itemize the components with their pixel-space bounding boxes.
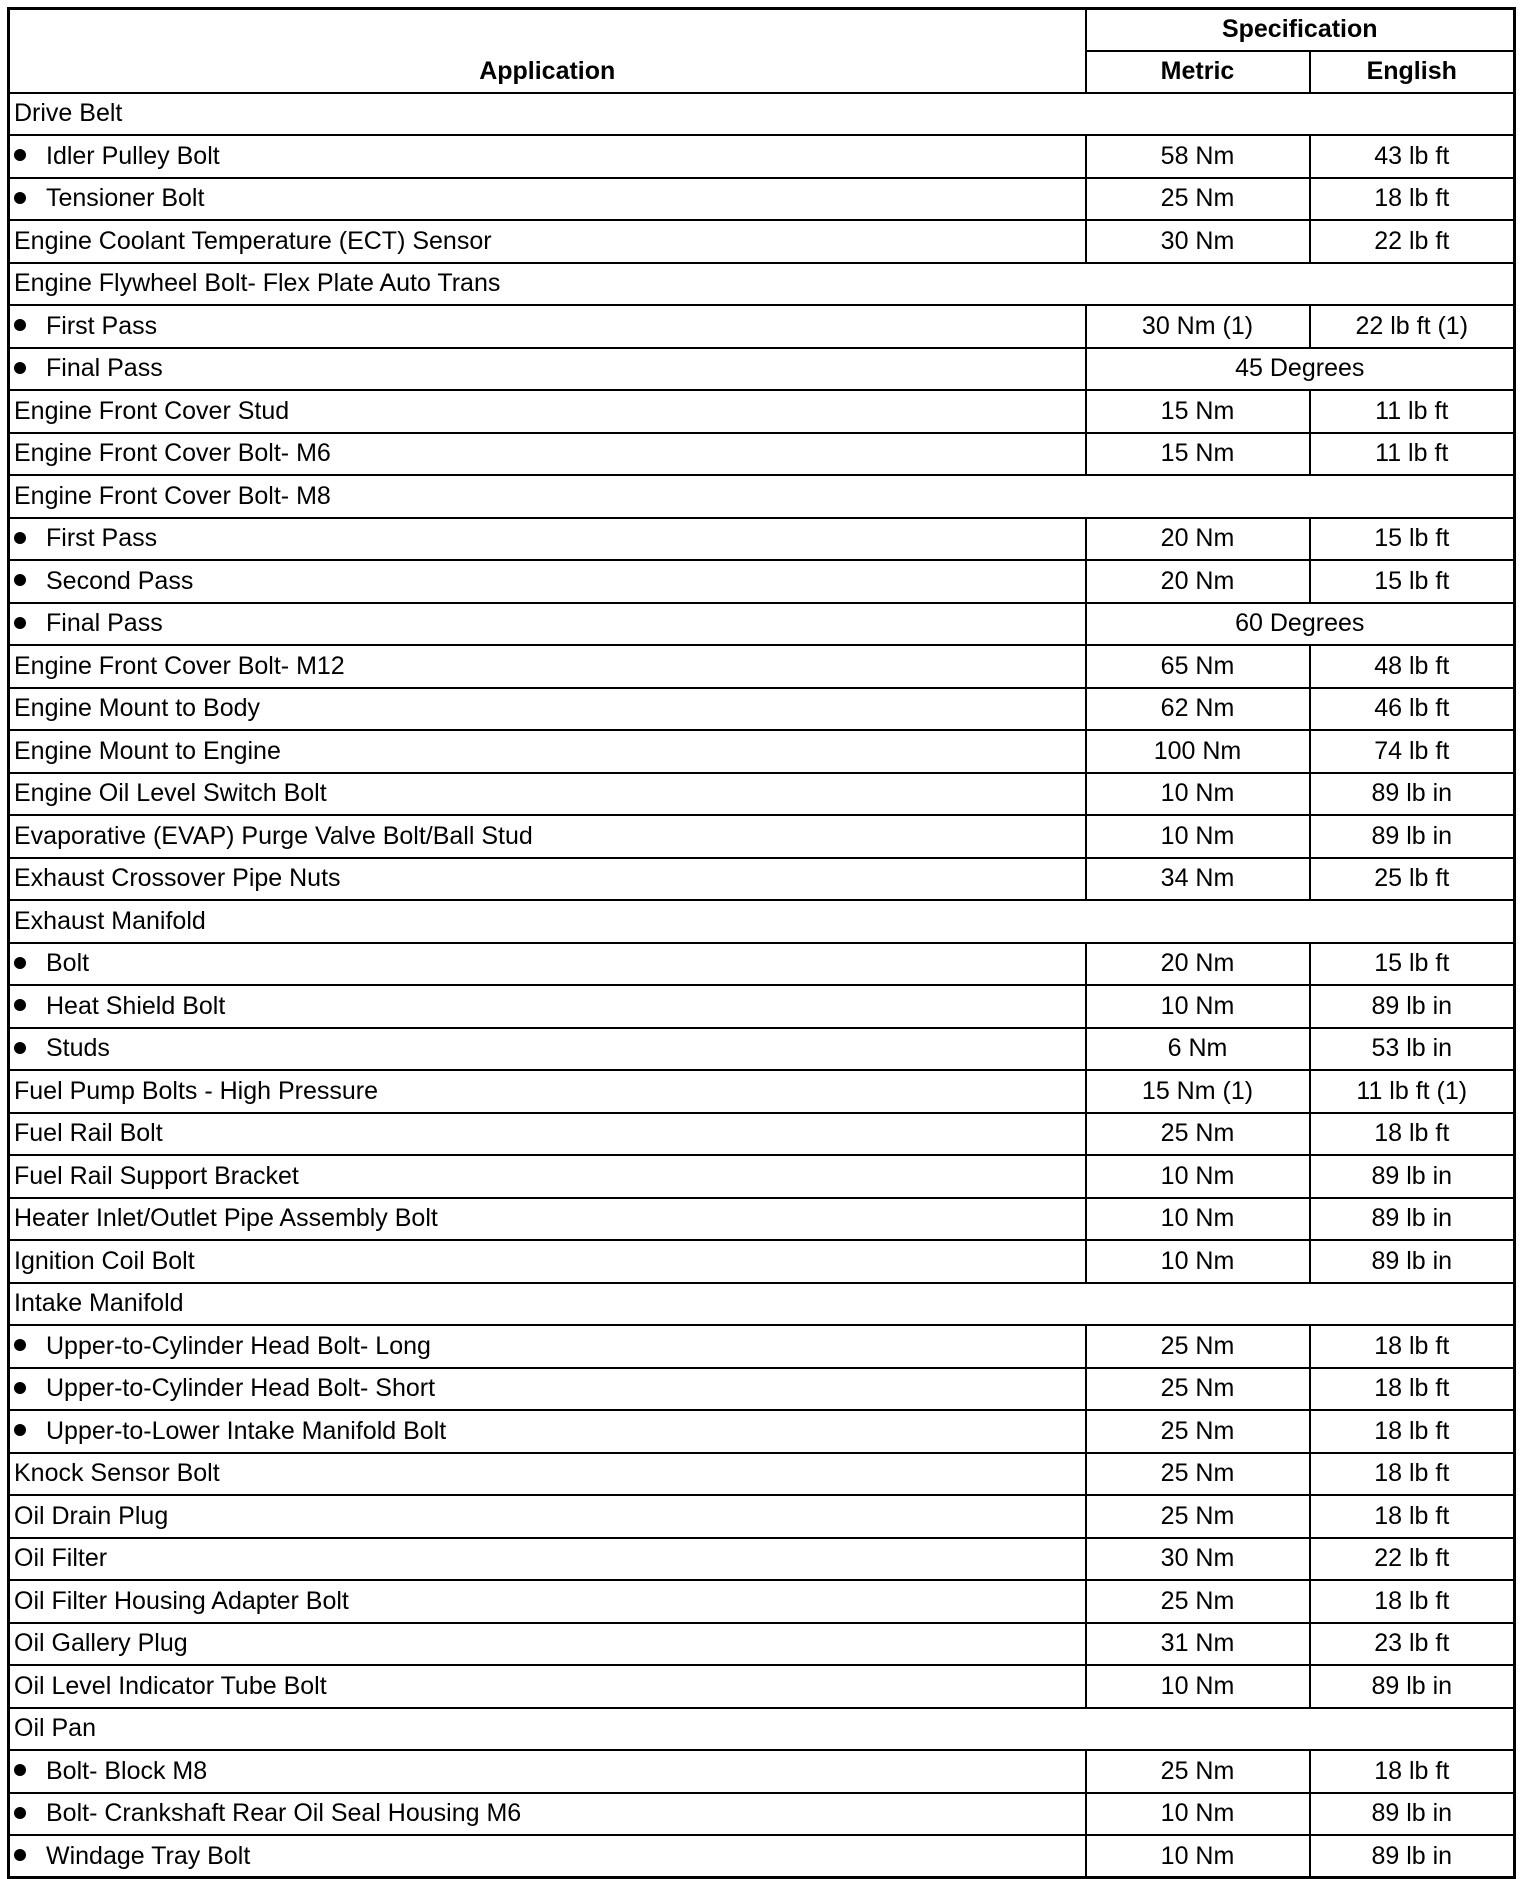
application-label: Exhaust Manifold [14,906,206,935]
table-row [9,560,1515,603]
english-value-cell: 18 lb ft [1310,1750,1515,1793]
application-cell [9,305,1086,348]
application-label: Second Pass [46,566,194,595]
metric-value-cell: 25 Nm [1086,1325,1310,1368]
specification-header: Specification [1086,9,1515,51]
english-value-cell: 18 lb ft [1310,1495,1515,1538]
table-row [9,390,1515,433]
table-row [9,93,1515,136]
metric-value-cell: 10 Nm [1086,1198,1310,1241]
table-row [9,1240,1515,1283]
application-cell [9,1793,1086,1836]
english-value-cell: 18 lb ft [1310,178,1515,221]
bullet-icon [14,999,26,1011]
application-label: Bolt- Crankshaft Rear Oil Seal Housing M6 [46,1799,522,1828]
table-row [9,645,1515,688]
table-row [9,178,1515,221]
english-value-cell: 43 lb ft [1310,135,1515,178]
application-cell [9,1623,1086,1666]
application-cell [9,1708,1515,1751]
table-row [9,1325,1515,1368]
english-value-cell: 18 lb ft [1310,1410,1515,1453]
application-cell [9,943,1086,986]
metric-value-cell: 30 Nm [1086,1538,1310,1581]
table-row [9,305,1515,348]
application-cell [9,1325,1086,1368]
bullet-icon [14,1424,26,1436]
table-row [9,858,1515,901]
english-value-cell: 89 lb in [1310,1240,1515,1283]
application-label: Oil Level Indicator Tube Bolt [14,1671,327,1700]
table-row [9,773,1515,816]
english-value-cell: 15 lb ft [1310,560,1515,603]
metric-value-cell: 58 Nm [1086,135,1310,178]
application-cell [9,560,1086,603]
application-label: Studs [46,1034,110,1063]
table-row [9,1835,1515,1878]
bullet-icon [14,192,26,204]
table-row [9,1283,1515,1326]
application-cell [9,1283,1515,1326]
table-row [9,1028,1515,1071]
table-row [9,475,1515,518]
application-cell [9,1198,1086,1241]
application-label: Fuel Rail Bolt [14,1119,163,1148]
table-row [9,730,1515,773]
application-label: Oil Gallery Plug [14,1629,188,1658]
application-label: Tensioner Bolt [46,184,205,213]
application-cell [9,135,1086,178]
metric-value-cell: 6 Nm [1086,1028,1310,1071]
metric-value-cell: 100 Nm [1086,730,1310,773]
table-row [9,1580,1515,1623]
application-cell [9,645,1086,688]
bullet-icon [14,1382,26,1394]
application-cell [9,1113,1086,1156]
table-row [9,1453,1515,1496]
application-cell [9,1240,1086,1283]
english-value-cell: 11 lb ft [1310,433,1515,476]
metric-value-cell: 30 Nm (1) [1086,305,1310,348]
application-label: Final Pass [46,354,163,383]
metric-value-cell: 34 Nm [1086,858,1310,901]
application-cell [9,1750,1086,1793]
application-cell [9,1155,1086,1198]
bullet-icon [14,957,26,969]
application-label: Engine Coolant Temperature (ECT) Sensor [14,226,492,255]
application-label: Oil Filter Housing Adapter Bolt [14,1586,349,1615]
metric-value-cell: 25 Nm [1086,1750,1310,1793]
application-label: Upper-to-Lower Intake Manifold Bolt [46,1416,447,1445]
table-row [9,688,1515,731]
table-row [9,433,1515,476]
application-cell [9,348,1086,391]
english-value-cell: 53 lb in [1310,1028,1515,1071]
metric-value-cell: 25 Nm [1086,1495,1310,1538]
table-row [9,1793,1515,1836]
metric-value-cell: 10 Nm [1086,1240,1310,1283]
bullet-icon [14,617,26,629]
application-label: Engine Front Cover Stud [14,396,290,425]
application-label: Idler Pulley Bolt [46,141,220,170]
application-cell [9,603,1086,646]
bullet-icon [14,1807,26,1819]
application-label: Engine Flywheel Bolt- Flex Plate Auto Trans [14,269,501,298]
metric-value-cell: 15 Nm (1) [1086,1070,1310,1113]
english-value-cell: 18 lb ft [1310,1580,1515,1623]
metric-header: Metric [1086,51,1310,93]
english-value-cell: 89 lb in [1310,1835,1515,1878]
application-cell [9,433,1086,476]
table-row [9,220,1515,263]
english-value-cell: 18 lb ft [1310,1368,1515,1411]
metric-value-cell: 20 Nm [1086,943,1310,986]
application-cell [9,1453,1086,1496]
application-label: Engine Mount to Body [14,694,260,723]
application-label: Engine Front Cover Bolt- M12 [14,651,345,680]
application-cell [9,773,1086,816]
application-label: Knock Sensor Bolt [14,1459,220,1488]
english-value-cell: 11 lb ft (1) [1310,1070,1515,1113]
english-value-cell: 89 lb in [1310,1155,1515,1198]
metric-value-cell: 10 Nm [1086,1793,1310,1836]
english-value-cell: 15 lb ft [1310,943,1515,986]
application-cell [9,93,1515,136]
metric-value-cell: 10 Nm [1086,1155,1310,1198]
application-label: Upper-to-Cylinder Head Bolt- Short [46,1374,436,1403]
application-cell [9,1495,1086,1538]
english-value-cell: 15 lb ft [1310,518,1515,561]
metric-value-cell: 25 Nm [1086,1410,1310,1453]
metric-value-cell: 20 Nm [1086,518,1310,561]
application-label: First Pass [46,524,158,553]
english-value-cell: 89 lb in [1310,773,1515,816]
application-label: Intake Manifold [14,1289,184,1318]
application-cell [9,263,1515,306]
application-cell [9,688,1086,731]
application-label: Evaporative (EVAP) Purge Valve Bolt/Ball Stud [14,821,533,850]
table-row [9,985,1515,1028]
english-value-cell: 74 lb ft [1310,730,1515,773]
torque-spec-sheet [7,7,1513,1871]
application-label: Oil Pan [14,1714,96,1743]
english-value-cell: 46 lb ft [1310,688,1515,731]
application-label: Engine Front Cover Bolt- M6 [14,439,331,468]
english-value-cell: 22 lb ft [1310,1538,1515,1581]
metric-value-cell: 25 Nm [1086,178,1310,221]
table-body [9,93,1515,1878]
application-label: Exhaust Crossover Pipe Nuts [14,864,341,893]
metric-value-cell: 25 Nm [1086,1453,1310,1496]
application-label: Engine Front Cover Bolt- M8 [14,481,331,510]
application-cell [9,1368,1086,1411]
english-value-cell: 11 lb ft [1310,390,1515,433]
english-value-cell: 25 lb ft [1310,858,1515,901]
metric-value-cell: 65 Nm [1086,645,1310,688]
table-row [9,1495,1515,1538]
application-cell [9,178,1086,221]
application-cell [9,1665,1086,1708]
table-row [9,815,1515,858]
table-row [9,1070,1515,1113]
spec-value-cell: 60 Degrees [1086,603,1515,646]
application-cell [9,815,1086,858]
english-value-cell: 89 lb in [1310,985,1515,1028]
table-row [9,900,1515,943]
metric-value-cell: 31 Nm [1086,1623,1310,1666]
application-label: Heater Inlet/Outlet Pipe Assembly Bolt [14,1204,438,1233]
table-row [9,1708,1515,1751]
english-value-cell: 89 lb in [1310,1793,1515,1836]
application-label: Engine Oil Level Switch Bolt [14,779,327,808]
application-label: Ignition Coil Bolt [14,1246,195,1275]
application-cell [9,900,1515,943]
table-row [9,135,1515,178]
bullet-icon [14,1764,26,1776]
table-row [9,1538,1515,1581]
table-row [9,1665,1515,1708]
metric-value-cell: 25 Nm [1086,1368,1310,1411]
metric-value-cell: 20 Nm [1086,560,1310,603]
bullet-icon [14,319,26,331]
english-header: English [1310,51,1515,93]
application-cell [9,985,1086,1028]
application-cell [9,1410,1086,1453]
english-value-cell: 89 lb in [1310,815,1515,858]
application-label: Bolt [46,949,90,978]
application-label: Oil Filter [14,1544,108,1573]
application-cell [9,1580,1086,1623]
metric-value-cell: 30 Nm [1086,220,1310,263]
english-value-cell: 22 lb ft [1310,220,1515,263]
application-label: Drive Belt [14,99,123,128]
application-cell [9,220,1086,263]
application-label: Final Pass [46,609,163,638]
english-value-cell: 18 lb ft [1310,1325,1515,1368]
table-row [9,348,1515,391]
bullet-icon [14,1339,26,1351]
english-value-cell: 23 lb ft [1310,1623,1515,1666]
application-label: First Pass [46,311,158,340]
header-row-top [9,9,1515,51]
table-row [9,1368,1515,1411]
english-value-cell: 89 lb in [1310,1198,1515,1241]
metric-value-cell: 10 Nm [1086,1835,1310,1878]
metric-value-cell: 10 Nm [1086,985,1310,1028]
application-label: Fuel Rail Support Bracket [14,1161,299,1190]
application-header: Application [9,9,1086,93]
english-value-cell: 48 lb ft [1310,645,1515,688]
bullet-icon [14,574,26,586]
application-cell [9,858,1086,901]
application-label: Oil Drain Plug [14,1501,169,1530]
metric-value-cell: 10 Nm [1086,773,1310,816]
english-value-cell: 18 lb ft [1310,1113,1515,1156]
fastener-torque-table [7,7,1516,1879]
table-row [9,518,1515,561]
bullet-icon [14,1849,26,1861]
english-value-cell: 22 lb ft (1) [1310,305,1515,348]
table-row [9,1410,1515,1453]
table-row [9,1155,1515,1198]
application-cell [9,390,1086,433]
table-row [9,603,1515,646]
metric-value-cell: 25 Nm [1086,1113,1310,1156]
application-cell [9,1538,1086,1581]
application-cell [9,1028,1086,1071]
application-label: Heat Shield Bolt [46,991,226,1020]
spec-value-cell: 45 Degrees [1086,348,1515,391]
application-label: Bolt- Block M8 [46,1756,208,1785]
metric-value-cell: 15 Nm [1086,433,1310,476]
table-row [9,263,1515,306]
application-cell [9,518,1086,561]
english-value-cell: 89 lb in [1310,1665,1515,1708]
metric-value-cell: 10 Nm [1086,815,1310,858]
application-cell [9,475,1515,518]
application-label: Windage Tray Bolt [46,1841,251,1870]
table-row [9,1113,1515,1156]
table-row [9,1623,1515,1666]
metric-value-cell: 62 Nm [1086,688,1310,731]
bullet-icon [14,362,26,374]
metric-value-cell: 15 Nm [1086,390,1310,433]
bullet-icon [14,149,26,161]
english-value-cell: 18 lb ft [1310,1453,1515,1496]
application-cell [9,1835,1086,1878]
bullet-icon [14,532,26,544]
bullet-icon [14,1042,26,1054]
application-cell [9,1070,1086,1113]
table-row [9,943,1515,986]
table-row [9,1750,1515,1793]
table-row [9,1198,1515,1241]
metric-value-cell: 25 Nm [1086,1580,1310,1623]
metric-value-cell: 10 Nm [1086,1665,1310,1708]
application-label: Engine Mount to Engine [14,736,281,765]
application-label: Fuel Pump Bolts - High Pressure [14,1076,379,1105]
application-cell [9,730,1086,773]
application-label: Upper-to-Cylinder Head Bolt- Long [46,1331,431,1360]
